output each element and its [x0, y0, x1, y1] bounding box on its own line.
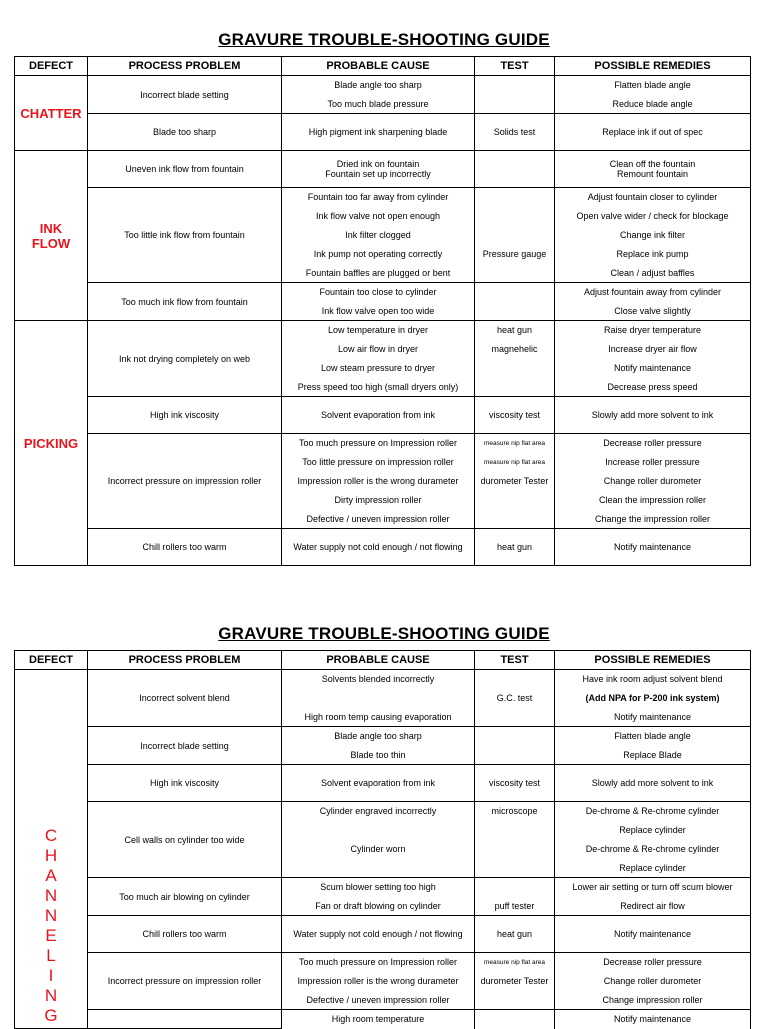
remedy: Slowly add more solvent to ink: [555, 765, 751, 802]
test-cell: [475, 991, 555, 1010]
probable-cause: Solvents blended incorrectly: [282, 670, 475, 689]
channeling-letter: G: [44, 1006, 58, 1025]
process-problem: Ink not drying completely on web: [88, 321, 282, 397]
remedy: Replace cylinder: [555, 821, 751, 840]
channeling-letter: I: [48, 966, 54, 985]
guide-title: GRAVURE TROUBLE-SHOOTING GUIDE: [218, 624, 550, 643]
remedy: Redirect air flow: [555, 897, 751, 916]
channeling-letter: H: [44, 846, 58, 865]
header-process-problem: PROCESS PROBLEM: [88, 57, 282, 76]
test-cell: Solids test: [475, 114, 555, 151]
header-process-problem: PROCESS PROBLEM: [88, 651, 282, 670]
test-cell: Pressure gauge: [475, 245, 555, 264]
test-cell: measure nip flat area: [475, 434, 555, 453]
probable-cause: Ink filter clogged: [282, 226, 475, 245]
troubleshooting-table-2: [14, 650, 751, 1029]
header-possible-remedies: POSSIBLE REMEDIES: [555, 57, 751, 76]
probable-cause: Fountain baffles are plugged or bent: [282, 264, 475, 283]
channeling-letter: L: [46, 946, 56, 965]
remedy: Reduce blade angle: [555, 95, 751, 114]
remedy: Replace cylinder: [555, 859, 751, 878]
probable-cause: Impression roller is the wrong durameter: [282, 972, 475, 991]
remedy: Increase dryer air flow: [555, 340, 751, 359]
remedy: Replace Blade: [555, 746, 751, 765]
remedy: Decrease press speed: [555, 378, 751, 397]
probable-cause: High room temp causing evaporation: [282, 708, 475, 727]
remedy: Open valve wider / check for blockage: [555, 207, 751, 226]
channeling-letter: N: [44, 986, 58, 1005]
test-cell: microscope: [475, 802, 555, 821]
probable-cause: Defective / uneven impression roller: [282, 991, 475, 1010]
test-cell: [475, 359, 555, 397]
troubleshooting-table-1: [14, 56, 751, 566]
header-defect: DEFECT: [15, 651, 88, 670]
probable-cause: [282, 689, 475, 708]
probable-cause: Fan or draft blowing on cylinder: [282, 897, 475, 916]
test-cell: [475, 264, 555, 283]
remedy: Adjust fountain closer to cylinder: [555, 188, 751, 207]
probable-cause: Too much pressure on Impression roller: [282, 953, 475, 972]
header-probable-cause: PROBABLE CAUSE: [282, 57, 475, 76]
defect-picking: PICKING: [15, 321, 88, 566]
process-problem: Incorrect solvent blend: [88, 670, 282, 727]
header-possible-remedies: POSSIBLE REMEDIES: [555, 651, 751, 670]
process-problem: High ink viscosity: [88, 765, 282, 802]
process-problem: Chill rollers too warm: [88, 529, 282, 566]
remedy: Decrease roller pressure: [555, 953, 751, 972]
remedy: Notify maintenance: [555, 529, 751, 566]
probable-cause: Too little pressure on impression roller: [282, 453, 475, 472]
test-cell: [475, 283, 555, 321]
process-problem: Chill rollers too warm: [88, 916, 282, 953]
remedy: Change roller durometer: [555, 472, 751, 491]
probable-cause: Fountain too close to cylinder: [282, 283, 475, 302]
remedy: Have ink room adjust solvent blend: [555, 670, 751, 689]
probable-cause: Water supply not cold enough / not flowing: [282, 916, 475, 953]
guide-title: GRAVURE TROUBLE-SHOOTING GUIDE: [218, 30, 550, 49]
probable-cause: Dirty impression roller: [282, 491, 475, 510]
remedy: Decrease roller pressure: [555, 434, 751, 453]
remedy: Increase roller pressure: [555, 453, 751, 472]
test-cell: measure nip flat area: [475, 453, 555, 472]
process-problem: High ink viscosity: [88, 397, 282, 434]
remedy: Change impression roller: [555, 991, 751, 1010]
remedy-line: Clean off the fountain: [609, 159, 696, 169]
header-defect: DEFECT: [15, 57, 88, 76]
remedy: Change ink filter: [555, 226, 751, 245]
test-cell: [475, 188, 555, 245]
probable-cause: [282, 151, 475, 188]
header-test: TEST: [475, 57, 555, 76]
remedy: De-chrome & Re-chrome cylinder: [555, 840, 751, 859]
test-cell: heat gun: [475, 916, 555, 953]
process-problem: Blade too sharp: [88, 114, 282, 151]
probable-cause: Solvent evaporation from ink: [282, 397, 475, 434]
channeling-letter: N: [44, 906, 58, 925]
defect-ink-flow: [15, 151, 88, 321]
process-problem: Too much air blowing on cylinder: [88, 878, 282, 916]
remedy: Flatten blade angle: [555, 727, 751, 746]
probable-cause: High pigment ink sharpening blade: [282, 114, 475, 151]
probable-cause: Low steam pressure to dryer: [282, 359, 475, 378]
process-problem: Cell walls on cylinder too wide: [88, 802, 282, 878]
remedy: Replace ink pump: [555, 245, 751, 264]
test-cell: heat gun: [475, 321, 555, 340]
remedy: Slowly add more solvent to ink: [555, 397, 751, 434]
remedy: Raise dryer temperature: [555, 321, 751, 340]
remedy: Flatten blade angle: [555, 76, 751, 95]
process-problem: Incorrect blade setting: [88, 76, 282, 114]
test-cell: [475, 151, 555, 188]
probable-cause: Water supply not cold enough / not flowing: [282, 529, 475, 566]
cause-line: Fountain set up incorrectly: [325, 169, 431, 179]
channeling-letter: C: [44, 826, 58, 845]
test-cell: durometer Tester: [475, 972, 555, 991]
probable-cause: Blade angle too sharp: [282, 727, 475, 746]
probable-cause: Too much blade pressure: [282, 95, 475, 114]
header-probable-cause: PROBABLE CAUSE: [282, 651, 475, 670]
defect-channeling: [15, 670, 88, 1029]
remedy: Replace ink if out of spec: [555, 114, 751, 151]
probable-cause: Cylinder engraved incorrectly: [282, 802, 475, 821]
probable-cause: Ink flow valve open too wide: [282, 302, 475, 321]
remedy: Notify maintenance: [555, 359, 751, 378]
test-cell: viscosity test: [475, 765, 555, 802]
test-cell: [475, 491, 555, 529]
probable-cause: Low temperature in dryer: [282, 321, 475, 340]
probable-cause: Fountain too far away from cylinder: [282, 188, 475, 207]
remedy: Clean / adjust baffles: [555, 264, 751, 283]
remedy: Notify maintenance: [555, 916, 751, 953]
channeling-letter: N: [44, 886, 58, 905]
remedy: Notify maintenance: [555, 1010, 751, 1029]
probable-cause: Defective / uneven impression roller: [282, 510, 475, 529]
remedy: Adjust fountain away from cylinder: [555, 283, 751, 302]
cause-line: Dried ink on fountain: [336, 159, 420, 169]
test-cell: durometer Tester: [475, 472, 555, 491]
channeling-letter: A: [45, 866, 57, 885]
probable-cause: Cylinder worn: [282, 821, 475, 878]
probable-cause: Low air flow in dryer: [282, 340, 475, 359]
remedy: Close valve slightly: [555, 302, 751, 321]
process-problem: [88, 1010, 282, 1029]
probable-cause: Press speed too high (small dryers only): [282, 378, 475, 397]
process-problem: Incorrect pressure on impression roller: [88, 953, 282, 1010]
test-cell: [475, 878, 555, 897]
test-cell: [475, 821, 555, 878]
remedy: De-chrome & Re-chrome cylinder: [555, 802, 751, 821]
test-cell: magnehelic: [475, 340, 555, 359]
probable-cause: High room temperature: [282, 1010, 475, 1029]
remedy-line: Remount fountain: [616, 169, 689, 179]
defect-ink-flow-line1: INK: [39, 220, 63, 236]
process-problem: Incorrect blade setting: [88, 727, 282, 765]
probable-cause: Impression roller is the wrong durameter: [282, 472, 475, 491]
probable-cause: Solvent evaporation from ink: [282, 765, 475, 802]
probable-cause: Ink flow valve not open enough: [282, 207, 475, 226]
probable-cause: Blade angle too sharp: [282, 76, 475, 95]
process-problem: Uneven ink flow from fountain: [88, 151, 282, 188]
test-cell: [475, 76, 555, 114]
remedy: Clean the impression roller: [555, 491, 751, 510]
defect-ink-flow-line2: FLOW: [31, 235, 71, 251]
header-test: TEST: [475, 651, 555, 670]
probable-cause: Ink pump not operating correctly: [282, 245, 475, 264]
probable-cause: Scum blower setting too high: [282, 878, 475, 897]
test-cell: puff tester: [475, 897, 555, 916]
probable-cause: Too much pressure on Impression roller: [282, 434, 475, 453]
remedy: Change the impression roller: [555, 510, 751, 529]
remedy: [555, 151, 751, 188]
remedy: Notify maintenance: [555, 708, 751, 727]
remedy: (Add NPA for P-200 ink system): [555, 689, 751, 708]
process-problem: Too little ink flow from fountain: [88, 188, 282, 283]
channeling-letter: E: [45, 926, 57, 945]
test-cell: [475, 1010, 555, 1029]
remedy: Lower air setting or turn off scum blower: [555, 878, 751, 897]
process-problem: Too much ink flow from fountain: [88, 283, 282, 321]
test-cell: measure nip flat area: [475, 953, 555, 972]
probable-cause: Blade too thin: [282, 746, 475, 765]
test-cell: G.C. test: [475, 670, 555, 727]
defect-chatter: CHATTER: [15, 76, 88, 151]
test-cell: [475, 727, 555, 765]
remedy: Change roller durometer: [555, 972, 751, 991]
test-cell: heat gun: [475, 529, 555, 566]
test-cell: viscosity test: [475, 397, 555, 434]
process-problem: Incorrect pressure on impression roller: [88, 434, 282, 529]
